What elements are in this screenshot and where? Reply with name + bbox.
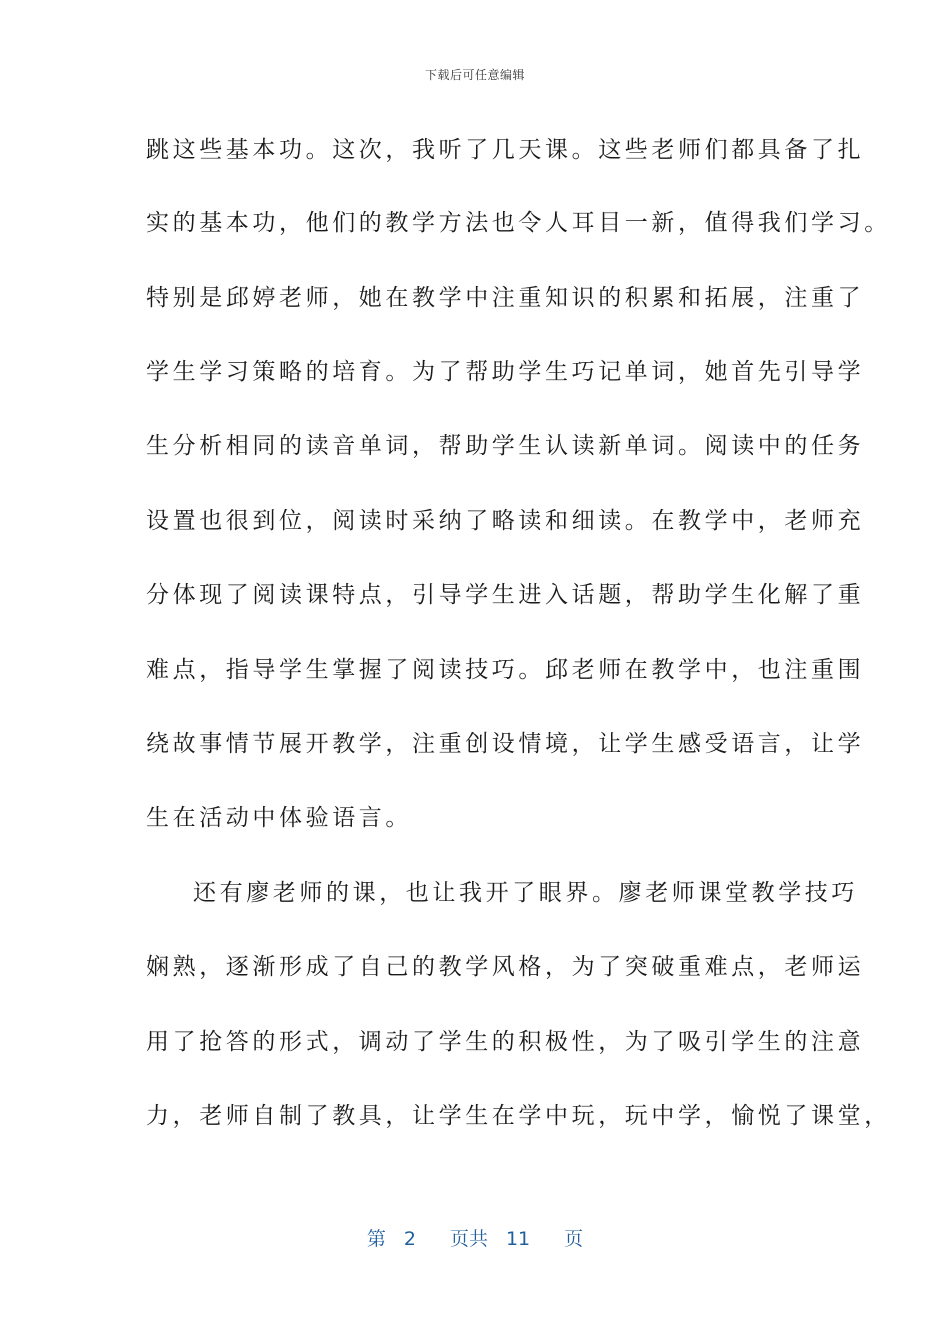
text-line: 特别是邱婷老师，她在教学中注重知识的积累和拓展，注重了 — [146, 285, 865, 311]
text-line: 学生学习策略的培育。为了帮助学生巧记单词，她首先引导学 — [146, 359, 865, 385]
text-line: 分体现了阅读课特点，引导学生进入话题，帮助学生化解了重 — [146, 582, 865, 608]
total-pages-number: 11 — [505, 1228, 531, 1250]
text-line: 实的基本功，他们的教学方法也令人耳目一新，值得我们学习。 — [146, 210, 891, 236]
text-line: 力，老师自制了教具，让学生在学中玩，玩中学，愉悦了课堂， — [146, 1103, 891, 1129]
text-line: 绕故事情节展开教学，注重创设情境，让学生感受语言，让学 — [146, 731, 865, 757]
text-line: 娴熟，逐渐形成了自己的教学风格，为了突破重难点，老师运 — [146, 954, 865, 980]
text-line: 生在活动中体验语言。 — [146, 805, 412, 831]
text-line: 还有廖老师的课，也让我开了眼界。廖老师课堂教学技巧 — [193, 880, 858, 906]
text-line: 生分析相同的读音单词，帮助学生认读新单词。阅读中的任务 — [146, 433, 865, 459]
text-line: 难点，指导学生掌握了阅读技巧。邱老师在教学中，也注重围 — [146, 657, 865, 683]
page-suffix: 页 — [564, 1228, 584, 1250]
page-number-footer — [0, 1224, 950, 1251]
text-line: 用了抢答的形式，调动了学生的积极性，为了吸引学生的注意 — [146, 1029, 865, 1055]
text-line: 设置也很到位，阅读时采纳了略读和细读。在教学中，老师充 — [146, 508, 865, 534]
page-prefix: 第 — [366, 1228, 386, 1250]
current-page-number: 2 — [403, 1228, 416, 1250]
page-middle-label: 页共 — [449, 1228, 488, 1250]
text-line: 跳这些基本功。这次，我听了几天课。这些老师们都具备了扎 — [146, 137, 865, 163]
header-note: 下载后可任意编辑 — [424, 68, 525, 82]
